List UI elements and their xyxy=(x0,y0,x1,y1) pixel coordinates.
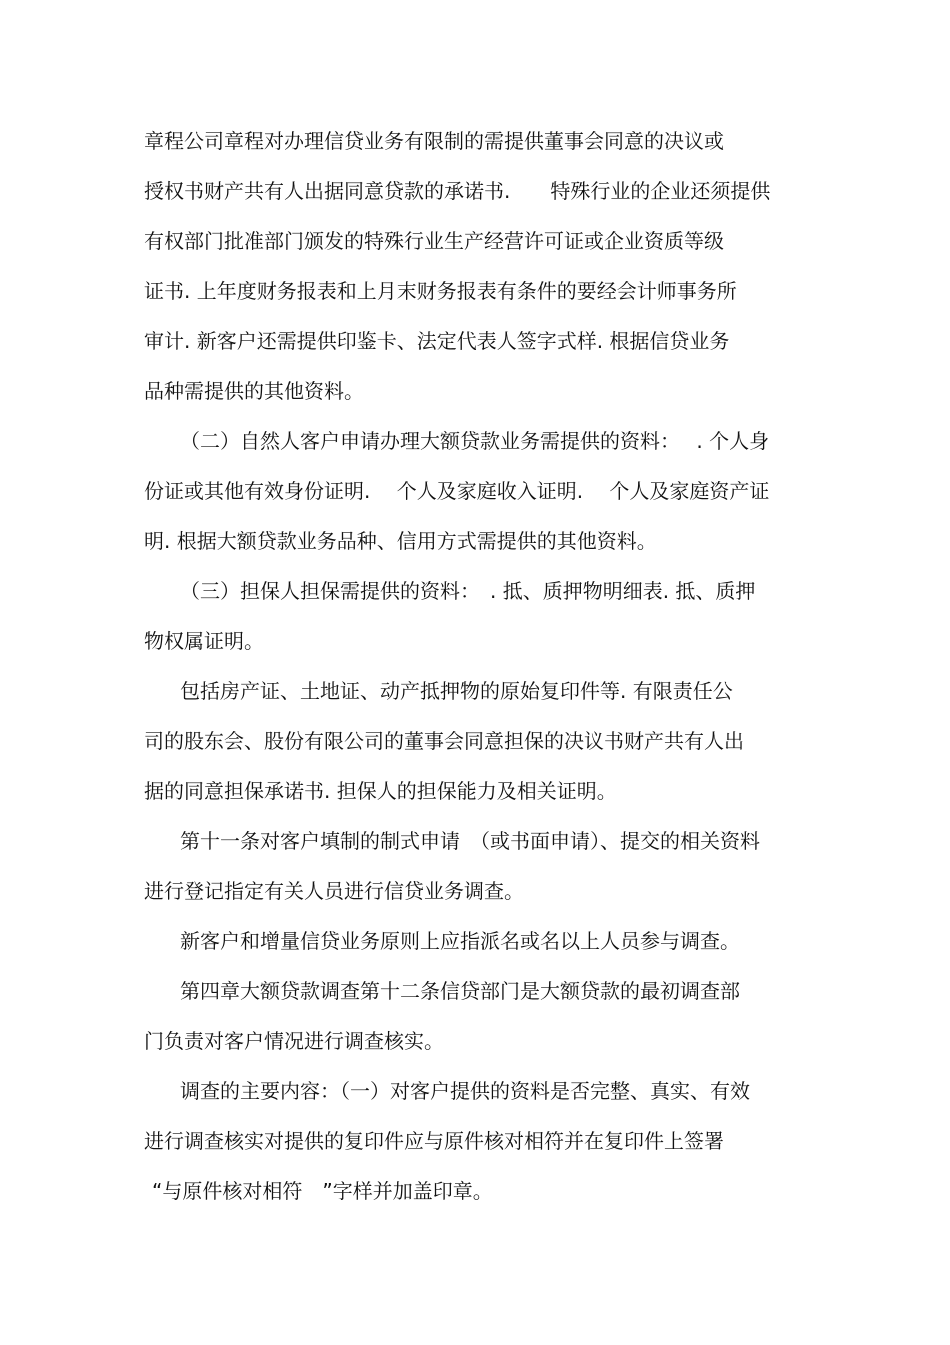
text-line-15: 第十一条对客户填制的制式申请 （或书面申请）、提交的相关资料 xyxy=(180,829,760,853)
text-line-4: 证书. 上年度财务报表和上月末财务报表有条件的要经会计师事务所 xyxy=(144,279,737,303)
text-line-13: 司的股东会、股份有限公司的董事会同意担保的决议书财产共有人出 xyxy=(144,729,744,753)
text-line-1: 章程公司章程对办理信贷业务有限制的需提供董事会同意的决议或 xyxy=(144,129,724,153)
text-line-3: 有权部门批准部门颁发的特殊行业生产经营许可证或企业资质等级 xyxy=(144,229,724,253)
text-line-19: 门负责对客户情况进行调查核实。 xyxy=(144,1029,444,1053)
text-line-7: （二）自然人客户申请办理大额贷款业务需提供的资料： . 个人身 xyxy=(180,429,770,453)
text-line-16: 进行登记指定有关人员进行信贷业务调查。 xyxy=(144,879,524,903)
text-line-9: 明. 根据大额贷款业务品种、信用方式需提供的其他资料。 xyxy=(144,529,657,553)
text-line-22: “与原件核对相符 ”字样并加盖印章。 xyxy=(152,1179,493,1203)
text-line-20: 调查的主要内容：（一）对客户提供的资料是否完整、真实、有效 xyxy=(180,1079,750,1103)
text-line-6: 品种需提供的其他资料。 xyxy=(144,379,364,403)
text-line-18: 第四章大额贷款调查第十二条信贷部门是大额贷款的最初调查部 xyxy=(180,979,740,1003)
text-line-11: 物权属证明。 xyxy=(144,629,264,653)
text-line-14: 据的同意担保承诺书. 担保人的担保能力及相关证明。 xyxy=(144,779,617,803)
text-line-17: 新客户和增量信贷业务原则上应指派名或名以上人员参与调查。 xyxy=(180,929,740,953)
text-line-8: 份证或其他有效身份证明. 个人及家庭收入证明. 个人及家庭资产证 xyxy=(144,479,770,503)
text-line-21: 进行调查核实对提供的复印件应与原件核对相符并在复印件上签署 xyxy=(144,1129,724,1153)
text-line-12: 包括房产证、土地证、动产抵押物的原始复印件等. 有限责任公 xyxy=(180,679,733,703)
text-line-2: 授权书财产共有人出据同意贷款的承诺书. 特殊行业的企业还须提供 xyxy=(144,179,771,203)
text-line-5: 审计. 新客户还需提供印鉴卡、法定代表人签字式样. 根据信贷业务 xyxy=(144,329,730,353)
text-line-10: （三）担保人担保需提供的资料： . 抵、质押物明细表. 抵、质押 xyxy=(180,579,756,603)
